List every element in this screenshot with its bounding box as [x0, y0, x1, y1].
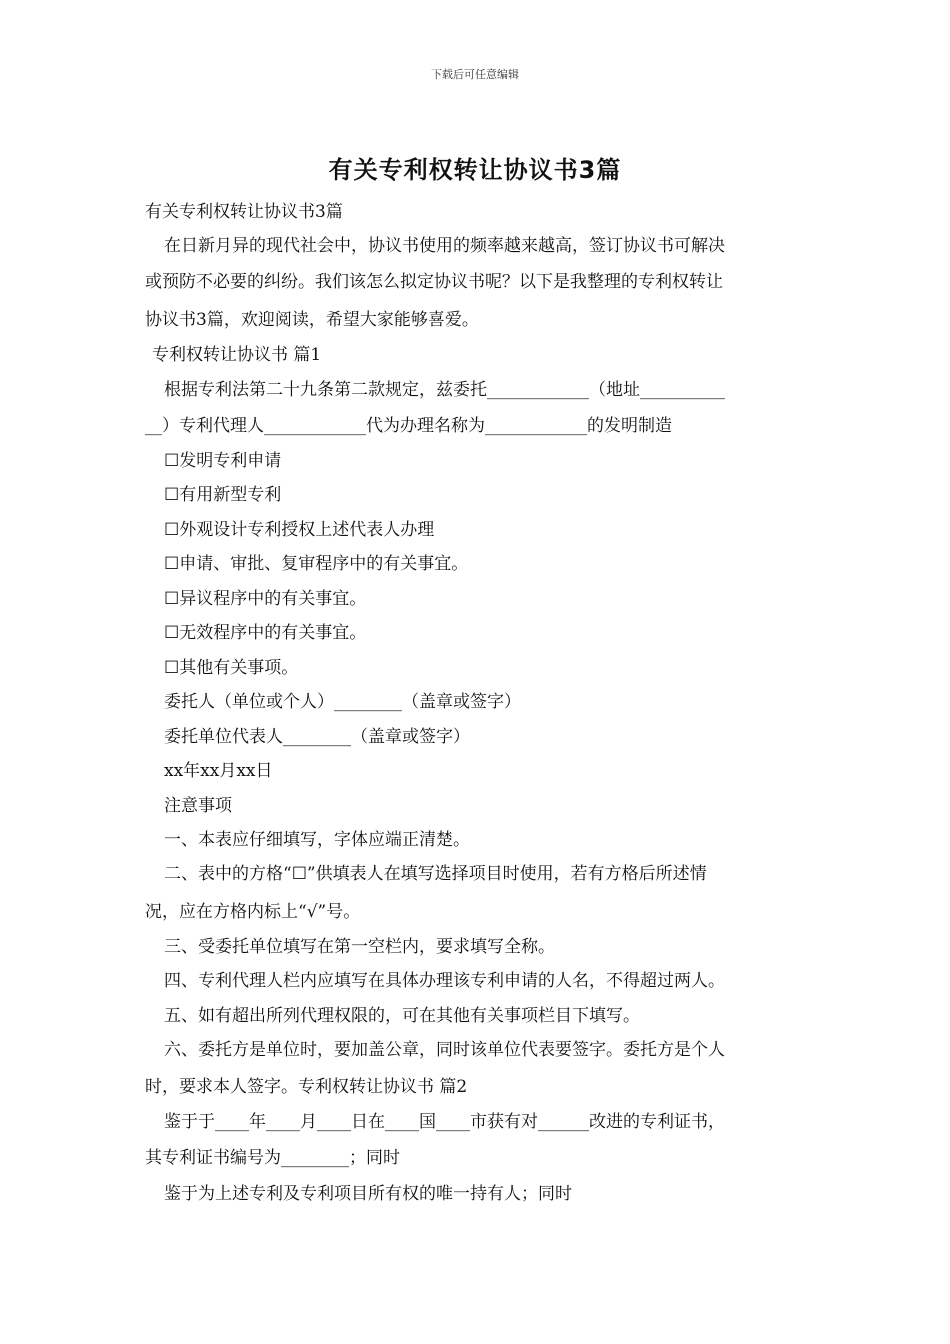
- date-line: xx年xx月xx日: [164, 761, 273, 781]
- intro-paragraph-line: 协议书3篇，欢迎阅读，希望大家能够喜爱。: [145, 310, 479, 330]
- checkbox-item: ☐有用新型专利: [164, 485, 282, 505]
- page-header-note: 下载后可任意编辑: [431, 68, 519, 81]
- note-item: 况，应在方格内标上“√”号。: [145, 902, 361, 922]
- note-item: 三、受委托单位填写在第一空栏内，要求填写全称。: [164, 937, 555, 957]
- body-line: 鉴于为上述专利及专利项目所有权的唯一持有人；同时: [164, 1184, 572, 1204]
- checkbox-item: ☐发明专利申请: [164, 451, 282, 471]
- signature-line: 委托人（单位或个人）________（盖章或签字）: [164, 692, 521, 712]
- note-item: 时，要求本人签字。专利权转让协议书 篇2: [145, 1077, 468, 1097]
- checkbox-item: ☐申请、审批、复审程序中的有关事宜。: [164, 554, 469, 574]
- note-item: 六、委托方是单位时，要加盖公章，同时该单位代表要签字。委托方是个人: [164, 1040, 725, 1060]
- subtitle-line: 有关专利权转让协议书3篇: [145, 202, 343, 222]
- body-line: 其专利证书编号为________；同时: [145, 1148, 400, 1168]
- note-item: 四、专利代理人栏内应填写在具体办理该专利申请的人名，不得超过两人。: [164, 971, 725, 991]
- intro-paragraph-line: 在日新月异的现代社会中，协议书使用的频率越来越高，签订协议书可解决: [164, 236, 725, 256]
- intro-paragraph-line: 或预防不必要的纠纷。我们该怎么拟定协议书呢？以下是我整理的专利权转让: [145, 272, 723, 292]
- document-title: 有关专利权转让协议书3篇: [328, 156, 622, 184]
- note-item: 五、如有超出所列代理权限的，可在其他有关事项栏目下填写。: [164, 1006, 640, 1026]
- checkbox-item: ☐外观设计专利授权上述代表人办理: [164, 520, 435, 540]
- checkbox-item: ☐无效程序中的有关事宜。: [164, 623, 367, 643]
- body-line: __）专利代理人____________代为办理名称为____________的发明制造: [145, 416, 672, 436]
- body-line: 根据专利法第二十九条第二款规定，兹委托____________（地址__________: [164, 380, 725, 400]
- section-heading-1: 专利权转让协议书 篇1: [152, 345, 322, 365]
- body-line: 鉴于于____年____月____日在____国____市获有对______改进的专利证书，: [164, 1112, 725, 1132]
- checkbox-item: ☐其他有关事项。: [164, 658, 299, 678]
- checkbox-item: ☐异议程序中的有关事宜。: [164, 589, 367, 609]
- notes-heading: 注意事项: [164, 796, 232, 816]
- note-item: 一、本表应仔细填写，字体应端正清楚。: [164, 830, 470, 850]
- signature-line: 委托单位代表人________（盖章或签字）: [164, 727, 470, 747]
- note-item: 二、表中的方格“☐”供填表人在填写选择项目时使用，若有方格后所述情: [164, 864, 707, 884]
